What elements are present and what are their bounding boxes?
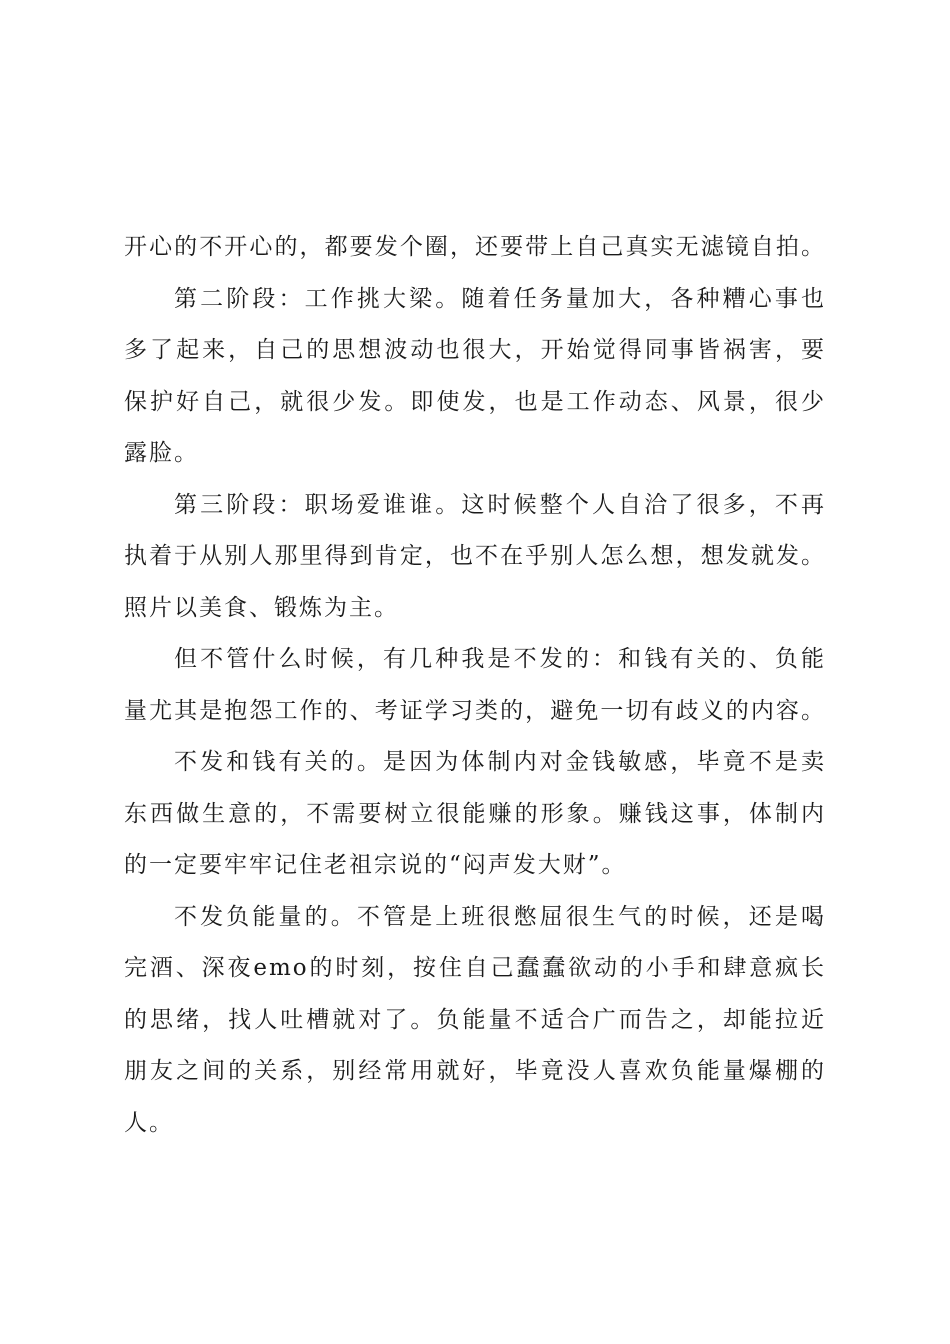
paragraph-start-line: 第二阶段：工作挑大梁。随着任务量加大，各种糟心事也 — [174, 285, 826, 312]
paragraph-start-line: 第三阶段：职场爱谁谁。这时候整个人自洽了很多，不再 — [174, 491, 826, 518]
text-line: 执着于从别人那里得到肯定，也不在乎别人怎么想，想发就发。 — [124, 543, 826, 569]
paragraph-start-line: 不发和钱有关的。是因为体制内对金钱敏感，毕竟不是卖 — [174, 749, 826, 775]
paragraph-end-line: 的一定要牢牢记住老祖宗说的“闷声发大财”。 — [124, 852, 627, 878]
text-line: 开心的不开心的，都要发个圈，还要带上自己真实无滤镜自拍。 — [124, 234, 826, 260]
paragraph-end-line: 露脸。 — [124, 440, 199, 466]
body-text — [124, 222, 826, 1149]
paragraph-start-line: 但不管什么时候，有几种我是不发的：和钱有关的、负能 — [174, 646, 826, 672]
text-line: 朋友之间的关系，别经常用就好，毕竟没人喜欢负能量爆棚的 — [124, 1058, 826, 1084]
text-line: 的思绪，找人吐槽就对了。负能量不适合广而告之，却能拉近 — [124, 1006, 826, 1033]
text-line: 多了起来，自己的思想波动也很大，开始觉得同事皆祸害，要 — [124, 337, 826, 363]
paragraph-end-line: 照片以美食、锻炼为主。 — [124, 594, 399, 621]
text-line: 东西做生意的，不需要树立很能赚的形象。赚钱这事，体制内 — [124, 800, 826, 827]
text-line: 完酒、深夜emo的时刻，按住自己蠢蠢欲动的小手和肆意疯长 — [124, 955, 826, 981]
text-line: 量尤其是抱怨工作的、考证学习类的，避免一切有歧义的内容。 — [124, 697, 826, 724]
paragraph-end-line: 人。 — [124, 1109, 174, 1136]
paragraph-start-line: 不发负能量的。不管是上班很憋屈很生气的时候，还是喝 — [174, 903, 826, 930]
text-line: 保护好自己，就很少发。即使发，也是工作动态、风景，很少 — [124, 388, 826, 415]
